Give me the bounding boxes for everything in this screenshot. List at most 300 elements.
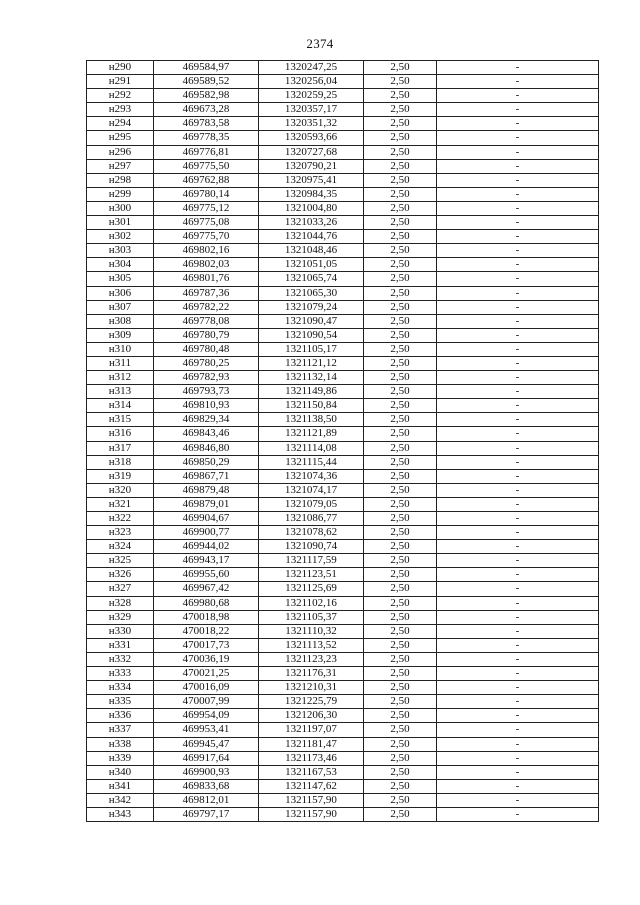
x-coordinate-cell: 469582,98: [154, 89, 259, 103]
accuracy-cell: 2,50: [364, 103, 437, 117]
y-coordinate-cell: 1320593,66: [259, 131, 364, 145]
table-row: [87, 483, 599, 497]
accuracy-cell: 2,50: [364, 695, 437, 709]
x-coordinate-cell: 469967,42: [154, 582, 259, 596]
table-row: [87, 596, 599, 610]
point-name-cell: н320: [87, 483, 154, 497]
note-cell: -: [437, 667, 599, 681]
point-name-cell: н325: [87, 554, 154, 568]
accuracy-cell: 2,50: [364, 244, 437, 258]
accuracy-cell: 2,50: [364, 272, 437, 286]
note-cell: -: [437, 286, 599, 300]
table-row: [87, 159, 599, 173]
table-row: [87, 61, 599, 75]
table-row: [87, 399, 599, 413]
note-cell: -: [437, 173, 599, 187]
note-cell: -: [437, 75, 599, 89]
accuracy-cell: 2,50: [364, 554, 437, 568]
x-coordinate-cell: 469900,77: [154, 526, 259, 540]
point-name-cell: н317: [87, 441, 154, 455]
accuracy-cell: 2,50: [364, 807, 437, 821]
point-name-cell: н303: [87, 244, 154, 258]
accuracy-cell: 2,50: [364, 469, 437, 483]
accuracy-cell: 2,50: [364, 328, 437, 342]
y-coordinate-cell: 1320256,04: [259, 75, 364, 89]
y-coordinate-cell: 1321065,30: [259, 286, 364, 300]
point-name-cell: н321: [87, 497, 154, 511]
note-cell: -: [437, 751, 599, 765]
y-coordinate-cell: 1321105,37: [259, 610, 364, 624]
table-row: [87, 385, 599, 399]
accuracy-cell: 2,50: [364, 737, 437, 751]
note-cell: -: [437, 709, 599, 723]
point-name-cell: н304: [87, 258, 154, 272]
y-coordinate-cell: 1321147,62: [259, 779, 364, 793]
point-name-cell: н319: [87, 469, 154, 483]
y-coordinate-cell: 1321114,08: [259, 441, 364, 455]
y-coordinate-cell: 1320357,17: [259, 103, 364, 117]
table-row: [87, 681, 599, 695]
point-name-cell: н291: [87, 75, 154, 89]
note-cell: -: [437, 103, 599, 117]
point-name-cell: н331: [87, 638, 154, 652]
note-cell: -: [437, 385, 599, 399]
note-cell: -: [437, 61, 599, 75]
note-cell: -: [437, 638, 599, 652]
note-cell: -: [437, 512, 599, 526]
note-cell: -: [437, 497, 599, 511]
table-row: [87, 328, 599, 342]
x-coordinate-cell: 469762,88: [154, 173, 259, 187]
y-coordinate-cell: 1321206,30: [259, 709, 364, 723]
table-row: [87, 667, 599, 681]
x-coordinate-cell: 469900,93: [154, 765, 259, 779]
accuracy-cell: 2,50: [364, 681, 437, 695]
point-name-cell: н318: [87, 455, 154, 469]
table-row: [87, 441, 599, 455]
table-row: [87, 75, 599, 89]
accuracy-cell: 2,50: [364, 216, 437, 230]
accuracy-cell: 2,50: [364, 145, 437, 159]
point-name-cell: н339: [87, 751, 154, 765]
x-coordinate-cell: 469829,34: [154, 413, 259, 427]
x-coordinate-cell: 469867,71: [154, 469, 259, 483]
table-row: [87, 751, 599, 765]
table-row: [87, 807, 599, 821]
x-coordinate-cell: 469810,93: [154, 399, 259, 413]
accuracy-cell: 2,50: [364, 723, 437, 737]
note-cell: -: [437, 779, 599, 793]
note-cell: -: [437, 765, 599, 779]
point-name-cell: н328: [87, 596, 154, 610]
table-row: [87, 582, 599, 596]
note-cell: -: [437, 230, 599, 244]
note-cell: -: [437, 568, 599, 582]
y-coordinate-cell: 1320247,25: [259, 61, 364, 75]
x-coordinate-cell: 469833,68: [154, 779, 259, 793]
y-coordinate-cell: 1321197,07: [259, 723, 364, 737]
table-row: [87, 103, 599, 117]
x-coordinate-cell: 469673,28: [154, 103, 259, 117]
y-coordinate-cell: 1321078,62: [259, 526, 364, 540]
coordinates-table: [86, 60, 599, 822]
y-coordinate-cell: 1320790,21: [259, 159, 364, 173]
point-name-cell: н332: [87, 652, 154, 666]
note-cell: -: [437, 483, 599, 497]
point-name-cell: н327: [87, 582, 154, 596]
note-cell: -: [437, 737, 599, 751]
table-row: [87, 497, 599, 511]
point-name-cell: н329: [87, 610, 154, 624]
y-coordinate-cell: 1321090,54: [259, 328, 364, 342]
note-cell: -: [437, 145, 599, 159]
table-row: [87, 173, 599, 187]
table-row: [87, 469, 599, 483]
y-coordinate-cell: 1321176,31: [259, 667, 364, 681]
y-coordinate-cell: 1321225,79: [259, 695, 364, 709]
accuracy-cell: 2,50: [364, 667, 437, 681]
point-name-cell: н315: [87, 413, 154, 427]
point-name-cell: н301: [87, 216, 154, 230]
page-number: 2374: [306, 36, 334, 51]
table-row: [87, 624, 599, 638]
point-name-cell: н335: [87, 695, 154, 709]
accuracy-cell: 2,50: [364, 159, 437, 173]
x-coordinate-cell: 470017,73: [154, 638, 259, 652]
accuracy-cell: 2,50: [364, 512, 437, 526]
y-coordinate-cell: 1321110,32: [259, 624, 364, 638]
table-row: [87, 371, 599, 385]
accuracy-cell: 2,50: [364, 300, 437, 314]
point-name-cell: н309: [87, 328, 154, 342]
note-cell: -: [437, 624, 599, 638]
x-coordinate-cell: 469775,12: [154, 201, 259, 215]
accuracy-cell: 2,50: [364, 131, 437, 145]
y-coordinate-cell: 1320975,41: [259, 173, 364, 187]
y-coordinate-cell: 1321115,44: [259, 455, 364, 469]
table-row: [87, 652, 599, 666]
point-name-cell: н290: [87, 61, 154, 75]
x-coordinate-cell: 469846,80: [154, 441, 259, 455]
x-coordinate-cell: 469944,02: [154, 540, 259, 554]
table-row: [87, 610, 599, 624]
x-coordinate-cell: 469802,03: [154, 258, 259, 272]
point-name-cell: н292: [87, 89, 154, 103]
y-coordinate-cell: 1321210,31: [259, 681, 364, 695]
accuracy-cell: 2,50: [364, 526, 437, 540]
accuracy-cell: 2,50: [364, 117, 437, 131]
note-cell: -: [437, 681, 599, 695]
point-name-cell: н326: [87, 568, 154, 582]
y-coordinate-cell: 1321079,05: [259, 497, 364, 511]
y-coordinate-cell: 1320727,68: [259, 145, 364, 159]
x-coordinate-cell: 469775,50: [154, 159, 259, 173]
note-cell: -: [437, 807, 599, 821]
table-row: [87, 258, 599, 272]
point-name-cell: н307: [87, 300, 154, 314]
x-coordinate-cell: 469843,46: [154, 427, 259, 441]
y-coordinate-cell: 1321123,51: [259, 568, 364, 582]
table-row: [87, 695, 599, 709]
x-coordinate-cell: 470036,19: [154, 652, 259, 666]
point-name-cell: н342: [87, 793, 154, 807]
y-coordinate-cell: 1321086,77: [259, 512, 364, 526]
point-name-cell: н298: [87, 173, 154, 187]
y-coordinate-cell: 1321157,90: [259, 807, 364, 821]
accuracy-cell: 2,50: [364, 314, 437, 328]
x-coordinate-cell: 469879,01: [154, 497, 259, 511]
table-row: [87, 554, 599, 568]
y-coordinate-cell: 1321181,47: [259, 737, 364, 751]
table-row: [87, 131, 599, 145]
accuracy-cell: 2,50: [364, 709, 437, 723]
x-coordinate-cell: 469954,09: [154, 709, 259, 723]
accuracy-cell: 2,50: [364, 751, 437, 765]
point-name-cell: н338: [87, 737, 154, 751]
point-name-cell: н296: [87, 145, 154, 159]
note-cell: -: [437, 540, 599, 554]
note-cell: -: [437, 159, 599, 173]
accuracy-cell: 2,50: [364, 483, 437, 497]
y-coordinate-cell: 1321113,52: [259, 638, 364, 652]
table-row: [87, 201, 599, 215]
table-row: [87, 300, 599, 314]
x-coordinate-cell: 469584,97: [154, 61, 259, 75]
x-coordinate-cell: 470021,25: [154, 667, 259, 681]
y-coordinate-cell: 1321157,90: [259, 793, 364, 807]
x-coordinate-cell: 469904,67: [154, 512, 259, 526]
accuracy-cell: 2,50: [364, 385, 437, 399]
note-cell: -: [437, 89, 599, 103]
accuracy-cell: 2,50: [364, 413, 437, 427]
table-row: [87, 723, 599, 737]
point-name-cell: н323: [87, 526, 154, 540]
x-coordinate-cell: 469778,35: [154, 131, 259, 145]
point-name-cell: н333: [87, 667, 154, 681]
x-coordinate-cell: 470018,98: [154, 610, 259, 624]
x-coordinate-cell: 469780,14: [154, 187, 259, 201]
note-cell: -: [437, 356, 599, 370]
table-row: [87, 779, 599, 793]
table-row: [87, 413, 599, 427]
table-row: [87, 638, 599, 652]
table-row: [87, 568, 599, 582]
note-cell: -: [437, 187, 599, 201]
accuracy-cell: 2,50: [364, 201, 437, 215]
note-cell: -: [437, 582, 599, 596]
accuracy-cell: 2,50: [364, 624, 437, 638]
accuracy-cell: 2,50: [364, 638, 437, 652]
table-row: [87, 216, 599, 230]
note-cell: -: [437, 399, 599, 413]
accuracy-cell: 2,50: [364, 568, 437, 582]
accuracy-cell: 2,50: [364, 75, 437, 89]
note-cell: -: [437, 272, 599, 286]
y-coordinate-cell: 1321123,23: [259, 652, 364, 666]
x-coordinate-cell: 470018,22: [154, 624, 259, 638]
point-name-cell: н308: [87, 314, 154, 328]
x-coordinate-cell: 469917,64: [154, 751, 259, 765]
note-cell: -: [437, 695, 599, 709]
point-name-cell: н311: [87, 356, 154, 370]
point-name-cell: н314: [87, 399, 154, 413]
x-coordinate-cell: 469780,48: [154, 342, 259, 356]
point-name-cell: н295: [87, 131, 154, 145]
note-cell: -: [437, 216, 599, 230]
note-cell: -: [437, 610, 599, 624]
accuracy-cell: 2,50: [364, 582, 437, 596]
y-coordinate-cell: 1321138,50: [259, 413, 364, 427]
accuracy-cell: 2,50: [364, 596, 437, 610]
x-coordinate-cell: 469775,70: [154, 230, 259, 244]
note-cell: -: [437, 201, 599, 215]
coordinates-table-body: [87, 61, 599, 822]
x-coordinate-cell: 469879,48: [154, 483, 259, 497]
note-cell: -: [437, 723, 599, 737]
accuracy-cell: 2,50: [364, 258, 437, 272]
x-coordinate-cell: 469780,79: [154, 328, 259, 342]
note-cell: -: [437, 314, 599, 328]
accuracy-cell: 2,50: [364, 652, 437, 666]
table-row: [87, 455, 599, 469]
note-cell: -: [437, 596, 599, 610]
y-coordinate-cell: 1321125,69: [259, 582, 364, 596]
y-coordinate-cell: 1320984,35: [259, 187, 364, 201]
x-coordinate-cell: 469793,73: [154, 385, 259, 399]
point-name-cell: н306: [87, 286, 154, 300]
note-cell: -: [437, 469, 599, 483]
accuracy-cell: 2,50: [364, 779, 437, 793]
y-coordinate-cell: 1321048,46: [259, 244, 364, 258]
y-coordinate-cell: 1321074,36: [259, 469, 364, 483]
point-name-cell: н324: [87, 540, 154, 554]
table-row: [87, 230, 599, 244]
accuracy-cell: 2,50: [364, 765, 437, 779]
point-name-cell: н343: [87, 807, 154, 821]
note-cell: -: [437, 117, 599, 131]
table-row: [87, 89, 599, 103]
x-coordinate-cell: 469787,36: [154, 286, 259, 300]
note-cell: -: [437, 342, 599, 356]
point-name-cell: н294: [87, 117, 154, 131]
point-name-cell: н316: [87, 427, 154, 441]
y-coordinate-cell: 1321173,46: [259, 751, 364, 765]
x-coordinate-cell: 469775,08: [154, 216, 259, 230]
y-coordinate-cell: 1321149,86: [259, 385, 364, 399]
accuracy-cell: 2,50: [364, 173, 437, 187]
y-coordinate-cell: 1321090,47: [259, 314, 364, 328]
note-cell: -: [437, 328, 599, 342]
accuracy-cell: 2,50: [364, 371, 437, 385]
point-name-cell: н322: [87, 512, 154, 526]
y-coordinate-cell: 1320259,25: [259, 89, 364, 103]
point-name-cell: н337: [87, 723, 154, 737]
note-cell: -: [437, 526, 599, 540]
y-coordinate-cell: 1321117,59: [259, 554, 364, 568]
table-row: [87, 286, 599, 300]
accuracy-cell: 2,50: [364, 455, 437, 469]
y-coordinate-cell: 1321150,84: [259, 399, 364, 413]
x-coordinate-cell: 469782,22: [154, 300, 259, 314]
accuracy-cell: 2,50: [364, 793, 437, 807]
note-cell: -: [437, 554, 599, 568]
accuracy-cell: 2,50: [364, 187, 437, 201]
x-coordinate-cell: 469945,47: [154, 737, 259, 751]
accuracy-cell: 2,50: [364, 89, 437, 103]
point-name-cell: н312: [87, 371, 154, 385]
accuracy-cell: 2,50: [364, 286, 437, 300]
accuracy-cell: 2,50: [364, 342, 437, 356]
point-name-cell: н330: [87, 624, 154, 638]
point-name-cell: н305: [87, 272, 154, 286]
note-cell: -: [437, 413, 599, 427]
note-cell: -: [437, 427, 599, 441]
accuracy-cell: 2,50: [364, 441, 437, 455]
y-coordinate-cell: 1321079,24: [259, 300, 364, 314]
table-row: [87, 342, 599, 356]
point-name-cell: н341: [87, 779, 154, 793]
table-row: [87, 737, 599, 751]
x-coordinate-cell: 469953,41: [154, 723, 259, 737]
y-coordinate-cell: 1321090,74: [259, 540, 364, 554]
table-row: [87, 709, 599, 723]
table-row: [87, 765, 599, 779]
y-coordinate-cell: 1320351,32: [259, 117, 364, 131]
y-coordinate-cell: 1321121,12: [259, 356, 364, 370]
note-cell: -: [437, 371, 599, 385]
x-coordinate-cell: 469955,60: [154, 568, 259, 582]
note-cell: -: [437, 258, 599, 272]
point-name-cell: н310: [87, 342, 154, 356]
x-coordinate-cell: 470007,99: [154, 695, 259, 709]
table-row: [87, 244, 599, 258]
y-coordinate-cell: 1321102,16: [259, 596, 364, 610]
point-name-cell: н336: [87, 709, 154, 723]
accuracy-cell: 2,50: [364, 610, 437, 624]
table-row: [87, 356, 599, 370]
y-coordinate-cell: 1321033,26: [259, 216, 364, 230]
x-coordinate-cell: 469797,17: [154, 807, 259, 821]
table-row: [87, 187, 599, 201]
y-coordinate-cell: 1321004,80: [259, 201, 364, 215]
accuracy-cell: 2,50: [364, 61, 437, 75]
x-coordinate-cell: 469778,08: [154, 314, 259, 328]
x-coordinate-cell: 469783,58: [154, 117, 259, 131]
table-row: [87, 272, 599, 286]
y-coordinate-cell: 1321105,17: [259, 342, 364, 356]
note-cell: -: [437, 455, 599, 469]
y-coordinate-cell: 1321121,89: [259, 427, 364, 441]
x-coordinate-cell: 469802,16: [154, 244, 259, 258]
y-coordinate-cell: 1321074,17: [259, 483, 364, 497]
table-row: [87, 427, 599, 441]
table-row: [87, 145, 599, 159]
table-row: [87, 540, 599, 554]
accuracy-cell: 2,50: [364, 230, 437, 244]
y-coordinate-cell: 1321065,74: [259, 272, 364, 286]
x-coordinate-cell: 469850,29: [154, 455, 259, 469]
point-name-cell: н297: [87, 159, 154, 173]
y-coordinate-cell: 1321167,53: [259, 765, 364, 779]
accuracy-cell: 2,50: [364, 497, 437, 511]
y-coordinate-cell: 1321132,14: [259, 371, 364, 385]
x-coordinate-cell: 469801,76: [154, 272, 259, 286]
x-coordinate-cell: 469780,25: [154, 356, 259, 370]
accuracy-cell: 2,50: [364, 540, 437, 554]
table-row: [87, 512, 599, 526]
x-coordinate-cell: 469782,93: [154, 371, 259, 385]
table-row: [87, 793, 599, 807]
